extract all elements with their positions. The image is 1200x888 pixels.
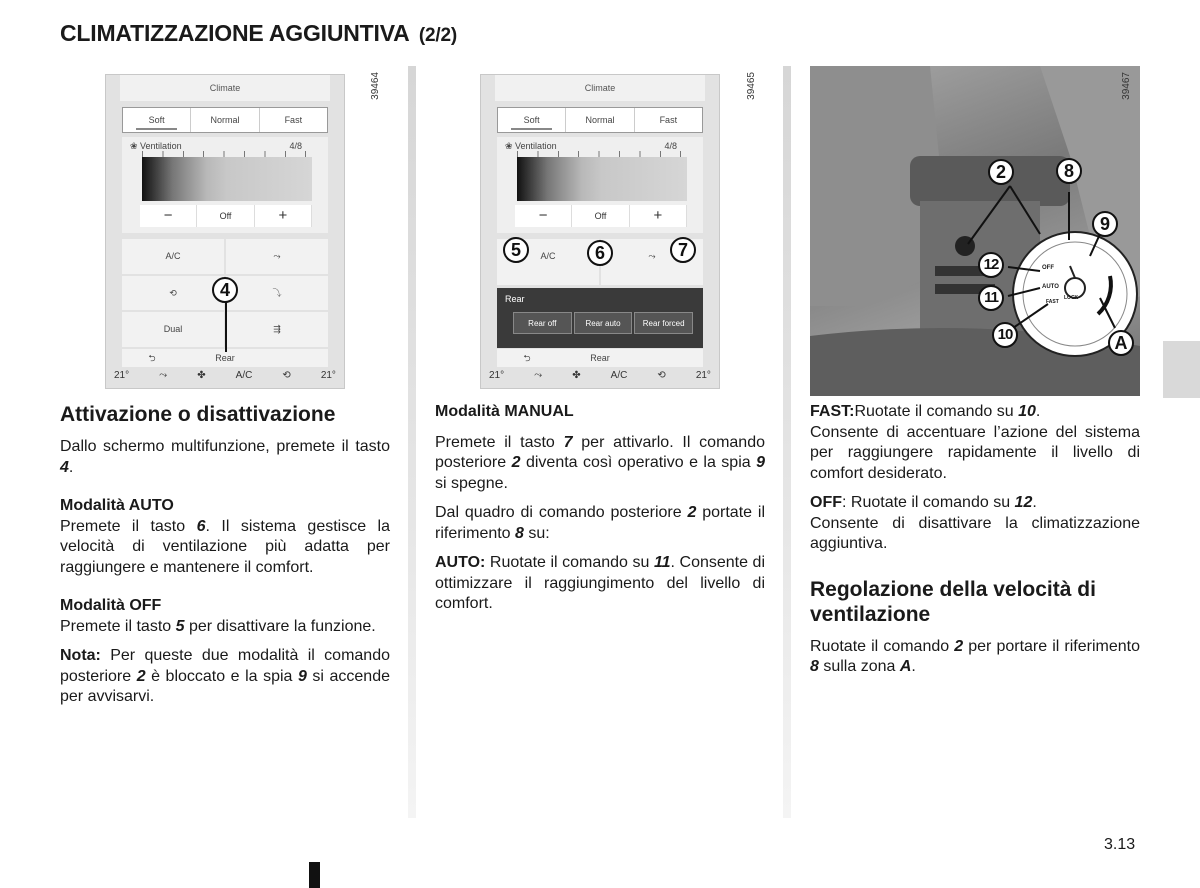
page-number: 3.13 xyxy=(1104,836,1136,853)
tab-normal[interactable]: Normal xyxy=(566,108,634,132)
text-run: Ruotate il comando xyxy=(810,637,955,655)
manual-mode-title: Modalità MANUAL xyxy=(435,403,574,420)
text-run: Consente di disattivare la climatizzazione aggiuntiva. xyxy=(810,514,1140,552)
page-title-suffix: (2/2) xyxy=(418,25,457,46)
text-run: . Il sistema gestisce la velocità di ventilazione più adatta per raggiungere e mantenere il comfort. xyxy=(60,517,391,576)
rear-popup-title: Rear xyxy=(505,294,525,304)
blank-slot xyxy=(643,349,703,367)
screen-footer xyxy=(489,366,711,386)
airflow-face-icon: ⤳ xyxy=(648,251,656,261)
rear-console-photo xyxy=(810,66,1140,396)
ventilation-level: 4/8 xyxy=(289,141,302,151)
text-run: per attivarlo. Il comando posteriore xyxy=(435,433,765,471)
plus-button[interactable]: + xyxy=(255,205,312,227)
climate-screen-figure-2 xyxy=(480,74,720,389)
tab-soft[interactable]: Soft xyxy=(123,108,191,132)
airflow-face-icon: ⤳ xyxy=(273,251,281,261)
callout-10: 10 xyxy=(992,322,1018,348)
text-run: su: xyxy=(523,524,550,542)
dial-off-label: OFF xyxy=(1042,265,1054,271)
paragraph-activation xyxy=(60,437,390,478)
dual-button[interactable]: Dual xyxy=(122,312,224,347)
off-button[interactable]: Off xyxy=(572,205,629,227)
paragraph-note xyxy=(60,646,390,708)
airflow-icon[interactable]: ⤳ xyxy=(534,370,543,381)
paragraph-off xyxy=(810,493,1140,555)
fan-icon[interactable]: ✤ xyxy=(572,370,581,381)
page-title-main: CLIMATIZZAZIONE AGGIUNTIVA xyxy=(60,20,409,46)
screen-header: Climate xyxy=(120,75,330,101)
callout-a: A xyxy=(1108,330,1134,356)
ref-number: 2 xyxy=(136,667,146,685)
callout-6: 6 xyxy=(587,240,613,266)
tab-fast[interactable]: Fast xyxy=(659,115,678,125)
text-run: . xyxy=(1035,403,1041,420)
off-label: OFF xyxy=(810,494,842,511)
text-run: . xyxy=(911,658,916,675)
paragraph-auto xyxy=(435,553,765,615)
text-run: . Consente di ottimizzare il raggiungimento del livello di comfort. xyxy=(435,554,766,612)
callout-11: 11 xyxy=(978,285,1004,311)
off-button[interactable]: Off xyxy=(197,205,254,227)
dial-auto-label: AUTO xyxy=(1042,284,1059,290)
text-run: si spegne. xyxy=(435,474,508,492)
callout-9: 9 xyxy=(1092,211,1118,237)
text-run: : Ruotate il comando su xyxy=(842,494,1015,511)
recirculation-footer-icon[interactable]: ⟲ xyxy=(657,370,666,381)
temp-right[interactable]: 21° xyxy=(320,370,336,381)
mode-tabs xyxy=(497,107,703,133)
callout-7: 7 xyxy=(670,237,696,263)
rear-off-button[interactable]: Rear off xyxy=(513,312,572,334)
paragraph-fast xyxy=(810,402,1140,484)
back-icon[interactable]: ⮌ xyxy=(523,353,531,363)
text-run: è bloccato e la spia xyxy=(145,667,298,685)
dial-fast-label: FAST xyxy=(1046,299,1059,305)
text-run: Premete il tasto xyxy=(60,517,197,535)
figure-code-1: 39464 xyxy=(370,72,381,100)
minus-button[interactable]: − xyxy=(140,205,197,227)
ref-number: 6 xyxy=(196,517,206,535)
text-run: si accende per avvisarvi. xyxy=(60,667,391,705)
ref-number: 11 xyxy=(653,554,671,571)
ventilation-bar[interactable] xyxy=(517,157,687,201)
section-heading-activation: Attivazione o disattivazione xyxy=(60,403,336,426)
ref-number: A xyxy=(899,658,912,675)
text-run: Dal quadro di comando posteriore xyxy=(435,504,688,521)
plus-button[interactable]: + xyxy=(630,205,687,227)
ventilation-level: 4/8 xyxy=(664,141,677,151)
note-label: Nota: xyxy=(60,647,101,664)
airflow-feet-icon: ⤵ xyxy=(272,287,282,298)
ref-number: 4 xyxy=(60,458,69,476)
text-run: Ruotate il comando su xyxy=(854,403,1019,420)
text-run: portate il riferimento xyxy=(435,504,766,542)
rear-popup xyxy=(497,288,703,348)
ref-number: 2 xyxy=(687,504,697,521)
subheading-auto-mode: Modalità AUTO xyxy=(60,497,174,514)
ref-number: 2 xyxy=(954,637,964,655)
airflow-all-icon: ⇶ xyxy=(273,324,281,335)
text-run: per portare il riferimento xyxy=(963,637,1140,655)
fast-label: FAST: xyxy=(810,403,855,420)
figure-code-3: 39467 xyxy=(1121,72,1132,100)
subheading-off-mode: Modalità OFF xyxy=(60,597,162,614)
recirculation-footer-icon[interactable]: ⟲ xyxy=(282,370,291,381)
figure-code-2: 39465 xyxy=(746,72,757,100)
text-column-1 xyxy=(60,402,390,717)
text-run: Ruotate il comando su xyxy=(485,554,654,571)
footer-ac[interactable]: A/C xyxy=(235,370,253,381)
paragraph-ventilation xyxy=(810,637,1140,678)
footer-ac[interactable]: A/C xyxy=(610,370,628,381)
subheading-manual-mode xyxy=(435,402,765,423)
bottom-mark xyxy=(309,862,320,888)
screen-header: Climate xyxy=(495,75,705,101)
ref-number: 8 xyxy=(515,524,524,542)
tab-fast[interactable]: Fast xyxy=(284,115,303,125)
text-column-2 xyxy=(435,402,765,624)
text-run: Dallo schermo multifunzione, premete il tasto xyxy=(60,438,390,455)
paragraph-manual xyxy=(435,433,765,495)
recirculation-icon: ⟲ xyxy=(169,287,177,298)
rear-console-illustration xyxy=(810,66,1140,396)
rear-auto-button[interactable]: Rear auto xyxy=(574,312,633,334)
callout-8: 8 xyxy=(1056,158,1082,184)
paragraph-rear-panel xyxy=(435,503,765,544)
text-run: Consente di accentuare l’azione del sistema per raggiungere rapidamente il livello di comfort desiderato. xyxy=(810,423,1140,482)
ref-number: 9 xyxy=(297,667,307,685)
auto-label: AUTO: xyxy=(435,554,486,571)
callout-5: 5 xyxy=(503,237,529,263)
rear-button[interactable]: Rear xyxy=(590,353,610,363)
ventilation-label: ❀ Ventilation xyxy=(130,141,182,151)
text-run: . xyxy=(1032,494,1037,511)
callout-4: 4 xyxy=(212,277,238,303)
text-run: per disattivare la funzione. xyxy=(184,617,376,635)
tab-soft[interactable]: Soft xyxy=(498,108,566,132)
ac-button[interactable]: A/C xyxy=(122,239,224,274)
ref-number: 8 xyxy=(810,658,819,675)
ventilation-controls xyxy=(515,205,687,227)
back-icon[interactable]: ⮌ xyxy=(148,353,156,363)
ref-number: 5 xyxy=(175,617,185,635)
airflow-icon[interactable]: ⤳ xyxy=(159,370,168,381)
dial-lock-label: LOCK xyxy=(1064,295,1079,301)
fan-icon[interactable]: ✤ xyxy=(197,370,206,381)
ventilation-panel xyxy=(497,137,703,233)
text-column-3 xyxy=(810,402,1140,687)
ventilation-label: ❀ Ventilation xyxy=(505,141,557,151)
temp-right[interactable]: 21° xyxy=(695,370,711,381)
minus-button[interactable]: − xyxy=(515,205,572,227)
text-run: Premete il tasto xyxy=(60,617,176,635)
ac-button[interactable]: A/C xyxy=(497,239,599,285)
ref-number: 10 xyxy=(1018,403,1036,420)
ref-number: 12 xyxy=(1014,494,1033,511)
text-run: Per queste due modalità il comando posteriore xyxy=(60,647,390,685)
rear-button[interactable]: Rear xyxy=(215,353,235,363)
temp-left[interactable]: 21° xyxy=(489,370,505,381)
ref-number: 9 xyxy=(756,454,766,471)
paragraph-auto-mode xyxy=(60,496,390,578)
ref-number: 2 xyxy=(511,454,521,471)
paragraph-off-mode xyxy=(60,596,390,637)
section-heading-ventilation: Regolazione della velocità di ventilazione xyxy=(810,577,1096,626)
callout-12: 12 xyxy=(978,252,1004,278)
text-run: sulla zona xyxy=(818,658,900,675)
text-run: . xyxy=(68,458,74,476)
ref-number: 7 xyxy=(563,433,573,451)
text-run: diventa così operativo e la spia xyxy=(520,454,757,471)
text-run: Premete il tasto xyxy=(435,433,564,451)
rear-popup-options xyxy=(513,312,693,334)
tab-normal[interactable]: Normal xyxy=(191,108,259,132)
rear-bar xyxy=(497,349,703,367)
rear-forced-button[interactable]: Rear forced xyxy=(634,312,693,334)
temp-left[interactable]: 21° xyxy=(114,370,130,381)
callout-2: 2 xyxy=(988,159,1014,185)
